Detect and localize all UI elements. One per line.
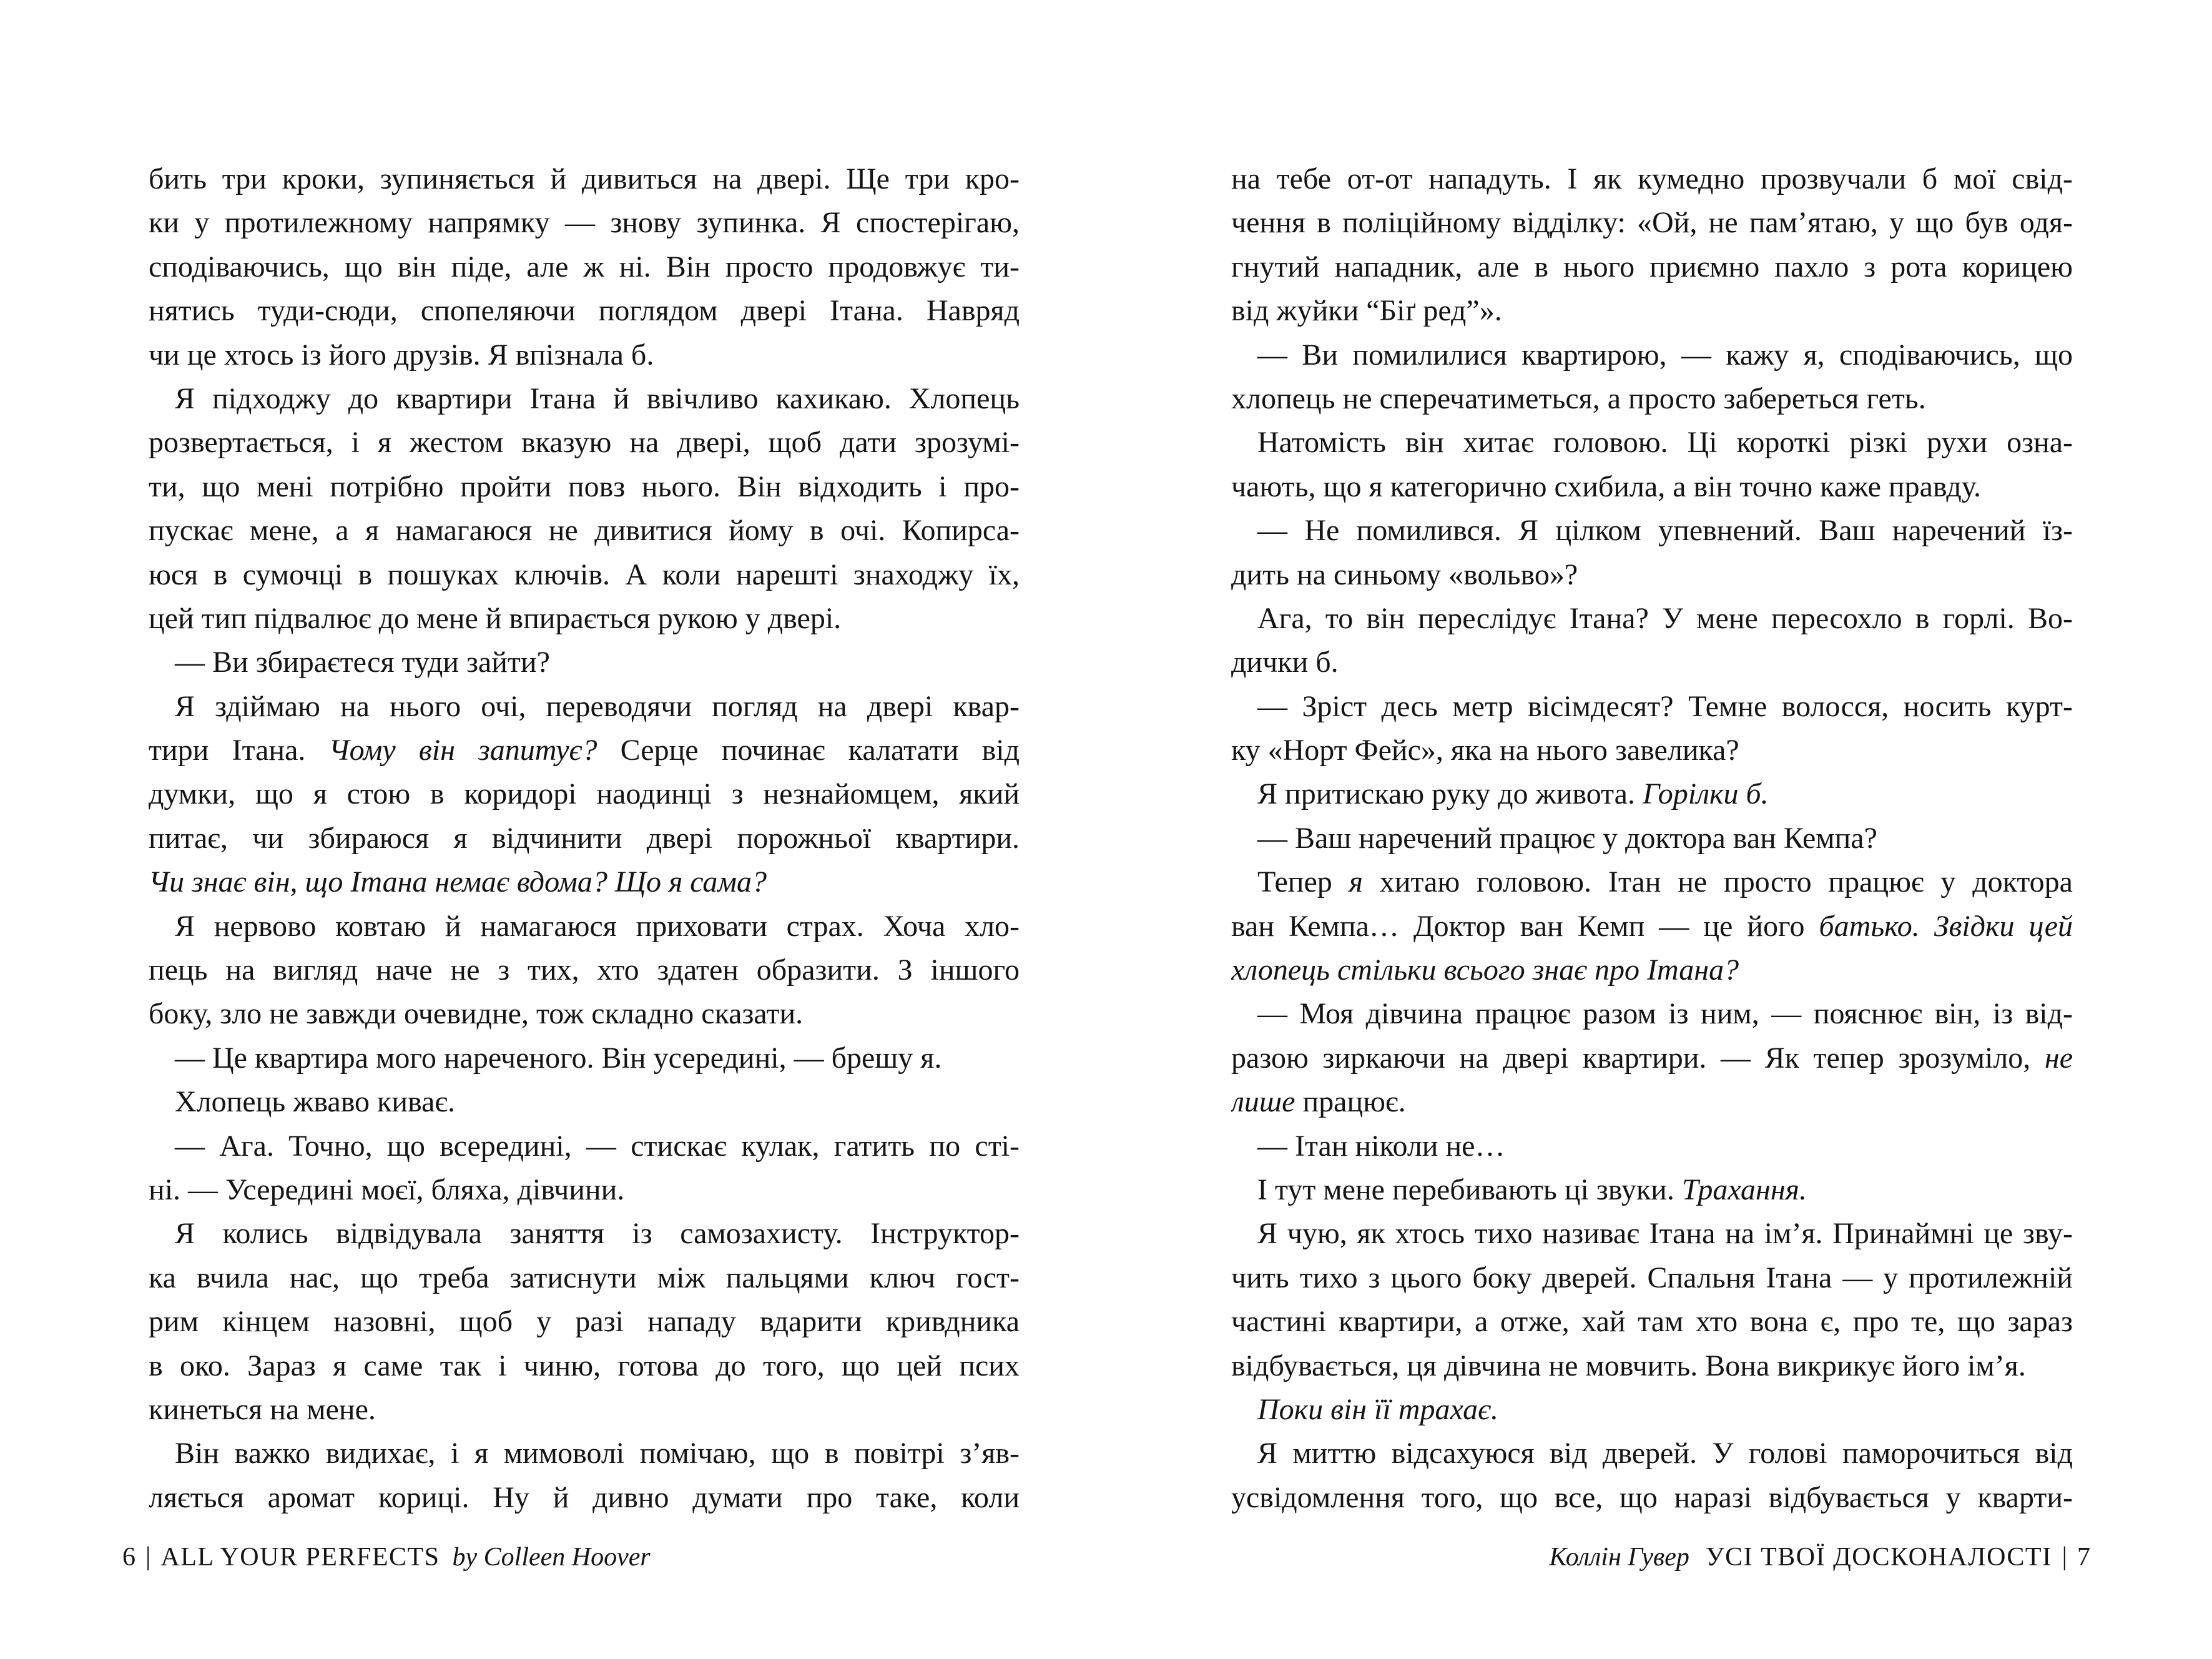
text-line [149, 1212, 1020, 1256]
footer-separator: | [145, 1542, 151, 1571]
text-line [149, 465, 1020, 509]
text-run: юся в сумочці в пошуках ключів. А коли нарешті знаходжу їх, [149, 558, 1020, 591]
footer-separator: | [2062, 1542, 2067, 1571]
text-line [149, 597, 1020, 641]
text-line [1231, 201, 2073, 245]
text-run: разою зиркаючи на двері квартири. — Як тепер зрозуміло, [1231, 1041, 2045, 1075]
text-run: — Ви збираєтеся туди зайти? [175, 646, 550, 679]
text-run: на тебе от-от нападуть. І як кумедно прозвучали б мої свід- [1231, 162, 2073, 195]
text-line [149, 1388, 1020, 1432]
text-line [149, 157, 1020, 201]
text-line [149, 641, 1020, 684]
text-run: ван Кемпа… Доктор ван Кемп — це його [1231, 909, 1819, 943]
text-run: думки, що я стою в коридорі наодинці з незнайомцем, який [149, 777, 1020, 811]
text-line [1231, 992, 2073, 1036]
text-run: боку, зло не завжди очевидне, тож складно сказати. [149, 997, 804, 1031]
text-line [1231, 421, 2073, 465]
text-run: ки у протилежному напрямку — знову зупинка. Я спостерігаю, [149, 206, 1020, 240]
text-line [1231, 860, 2073, 904]
text-line [149, 860, 1020, 904]
text-line [1231, 1125, 2073, 1168]
text-line [1231, 948, 2073, 992]
text-line [1231, 1300, 2073, 1344]
text-run: чи це хтось із його друзів. Я впізнала б. [149, 338, 654, 372]
text-run: тири Ітана. [149, 734, 329, 767]
text-run: — Це квартира мого нареченого. Він усередині, — брешу я. [175, 1041, 942, 1075]
text-line [1231, 597, 2073, 641]
text-line [149, 1256, 1020, 1300]
footer-right [1549, 1541, 2090, 1573]
text-line [149, 201, 1020, 245]
text-line [149, 1300, 1020, 1344]
text-line [149, 1168, 1020, 1212]
text-line [149, 729, 1020, 772]
book-byline: by Colleen Hoover [452, 1543, 651, 1572]
text-line [149, 948, 1020, 992]
italic-text-run: лише [1231, 1085, 1295, 1119]
text-run: Я підходжу до квартири Ітана й ввічливо кахикаю. Хлопець [175, 382, 1020, 415]
text-line [149, 1036, 1020, 1080]
text-run: нятись туди-сюди, спопеляючи поглядом двері Ітана. Навряд [149, 294, 1020, 328]
italic-text-run: Трахання. [1681, 1173, 1807, 1206]
italic-text-run: хлопець стільки всього знає про Ітана? [1231, 953, 1739, 987]
text-run: сподіваючись, що він піде, але ж ні. Він просто продовжує ти- [149, 250, 1020, 283]
text-run: — Зріст десь метр вісімдесят? Темне волосся, носить курт- [1257, 689, 2073, 723]
text-run: — Ви помилилися квартирою, — кажу я, сподіваючись, що [1257, 338, 2073, 372]
text-line [1231, 509, 2073, 553]
book-title-ua: УСІ ТВОЇ ДОСКОНАЛОСТІ [1705, 1543, 2052, 1572]
text-run: кинеться на мене. [149, 1392, 376, 1426]
text-line [1231, 465, 2073, 509]
text-line [149, 333, 1020, 377]
text-line [1231, 245, 2073, 289]
text-line [1231, 817, 2073, 860]
text-line [149, 245, 1020, 289]
text-run: Я миттю відсахуюся від дверей. У голові паморочиться від [1257, 1437, 2073, 1470]
text-run: — Ітан ніколи не… [1257, 1129, 1505, 1163]
text-run: питає, чи збираюся я відчинити двері порожньої квартири. [149, 821, 1020, 855]
text-line [1231, 157, 2073, 201]
text-line [1231, 905, 2073, 948]
italic-text-run: Поки він її трахає. [1257, 1392, 1499, 1426]
text-run: — Ага. Точно, що всередині, — стискає кулак, гатить по сті- [175, 1129, 1020, 1163]
text-line [149, 553, 1020, 597]
text-line [1231, 1080, 2073, 1124]
text-line [1231, 1388, 2073, 1432]
text-line [149, 772, 1020, 816]
text-run: ти, що мені потрібно пройти повз нього. Він відходить і про- [149, 470, 1020, 503]
text-run: в око. Зараз я саме так і чиню, готова до того, що цей псих [149, 1349, 1020, 1382]
text-line [1231, 1344, 2073, 1388]
text-run: дички б. [1231, 646, 1339, 679]
text-run: ляється аромат кориці. Ну й дивно думати про таке, коли [149, 1480, 1020, 1514]
text-run: Натомість він хитає головою. Ці короткі різкі рухи озна- [1257, 426, 2073, 460]
text-run: частині квартири, а отже, хай там хто вона є, про те, що зараз [1231, 1305, 2073, 1339]
text-line [1231, 729, 2073, 772]
text-line [149, 509, 1020, 553]
text-line [1231, 333, 2073, 377]
text-run: усвідомлення того, що все, що наразі відбувається у кварти- [1231, 1480, 2073, 1514]
italic-text-run: Чи знає він, що Ітана немає вдома? Що я сама? [149, 865, 767, 899]
footer-left [122, 1541, 651, 1573]
page-number-left: 6 [122, 1543, 135, 1572]
text-line [1231, 685, 2073, 729]
text-run: цей тип підвалює до мене й впирається рукою у двері. [149, 601, 842, 635]
text-line [1231, 553, 2073, 597]
text-run: хлопець не сперечатиметься, а просто забереться геть. [1231, 382, 1926, 415]
text-run: ку «Норт Фейс», яка на нього завелика? [1231, 734, 1739, 767]
text-line [1231, 1476, 2073, 1520]
text-line [1231, 289, 2073, 333]
text-run: — Ваш наречений працює у доктора ван Кемпа? [1257, 821, 1877, 855]
text-run: рим кінцем назовні, щоб у разі нападу вдарити кривдника [149, 1305, 1020, 1339]
text-run: пець на вигляд наче не з тих, хто здатен образити. З іншого [149, 953, 1020, 987]
text-line [1231, 1168, 2073, 1212]
italic-text-run: не [2044, 1041, 2073, 1075]
text-line [149, 817, 1020, 860]
text-run: Він важко видихає, і я мимоволі помічаю, що в повітрі з’яв- [175, 1437, 1020, 1470]
book-title-en: ALL YOUR PERFECTS [160, 1543, 440, 1572]
text-run: І тут мене перебивають ці звуки. [1257, 1173, 1682, 1206]
text-line [1231, 772, 2073, 816]
book-author-ua: Коллін Гувер [1549, 1543, 1689, 1572]
text-line [149, 905, 1020, 948]
text-line [149, 1344, 1020, 1388]
text-run: Я здіймаю на нього очі, переводячи погляд на двері квар- [175, 689, 1020, 723]
text-line [149, 377, 1020, 421]
page-right-text [1231, 157, 2073, 1520]
text-line [1231, 1036, 2073, 1080]
text-run: розвертається, і я жестом вказую на двері, щоб дати зрозумі- [149, 426, 1020, 460]
text-run: Я притискаю руку до живота. [1257, 777, 1643, 811]
text-line [1231, 1432, 2073, 1475]
text-run: бить три кроки, зупиняється й дивиться на двері. Ще три кро- [149, 162, 1020, 195]
text-line [149, 1432, 1020, 1475]
text-run: гнутий нападник, але в нього приємно пахло з рота корицею [1231, 250, 2073, 283]
text-run: чення в поліційному відділку: «Ой, не пам’ятаю, у що був одя- [1231, 206, 2073, 240]
text-run: відбувається, ця дівчина не мовчить. Вона викрикує його ім’я. [1231, 1349, 2026, 1382]
text-run: працює. [1295, 1085, 1406, 1119]
text-run: хитаю головою. Ітан не просто працює у доктора [1362, 865, 2073, 899]
text-run: від жуйки “Біґ ред”». [1231, 294, 1502, 328]
text-run: чить тихо з цього боку дверей. Спальня Ітана — у протилежній [1231, 1261, 2073, 1294]
italic-text-run: Чому він запитує? [328, 734, 597, 767]
text-run: Я нервово ковтаю й намагаюся приховати страх. Хоча хло- [175, 909, 1020, 943]
text-run: ка вчила нас, що треба затиснути між пальцями ключ гост- [149, 1261, 1020, 1294]
text-line [149, 1080, 1020, 1124]
text-line [149, 685, 1020, 729]
text-run: дить на синьому «вольво»? [1231, 558, 1578, 591]
text-line [1231, 377, 2073, 421]
text-line [149, 992, 1020, 1036]
text-run: Ага, то він переслідує Ітана? У мене пересохло в горлі. Во- [1257, 601, 2073, 635]
text-line [1231, 641, 2073, 684]
italic-text-run: батько. Звідки цей [1819, 909, 2073, 943]
text-run: ні. — Усередині моєї, бляха, дівчини. [149, 1173, 625, 1206]
text-run: Я колись відвідувала заняття із самозахисту. Інструктор- [175, 1217, 1020, 1251]
text-run: Хлопець жваво киває. [175, 1085, 455, 1119]
text-line [1231, 1212, 2073, 1256]
page-number-right: 7 [2077, 1543, 2090, 1572]
italic-text-run: Горілки б. [1642, 777, 1769, 811]
page-left-text [149, 157, 1020, 1520]
text-run: Серце починає калатати від [597, 734, 1020, 767]
text-run: Я чую, як хтось тихо називає Ітана на ім’я. Принаймні це зву- [1257, 1217, 2073, 1251]
text-run: пускає мене, а я намагаюся не дивитися йому в очі. Копирса- [149, 514, 1020, 548]
text-line [149, 1125, 1020, 1168]
text-run: — Моя дівчина працює разом із ним, — пояснює він, із від- [1257, 997, 2073, 1031]
text-run: Тепер [1257, 865, 1349, 899]
text-line [149, 289, 1020, 333]
italic-text-run: я [1349, 865, 1363, 899]
text-run: — Не помилився. Я цілком упевнений. Ваш наречений їз- [1257, 514, 2073, 548]
text-line [1231, 1256, 2073, 1300]
text-line [149, 421, 1020, 465]
text-line [149, 1476, 1020, 1520]
text-run: чають, що я категорично схибила, а він точно каже правду. [1231, 470, 1981, 503]
